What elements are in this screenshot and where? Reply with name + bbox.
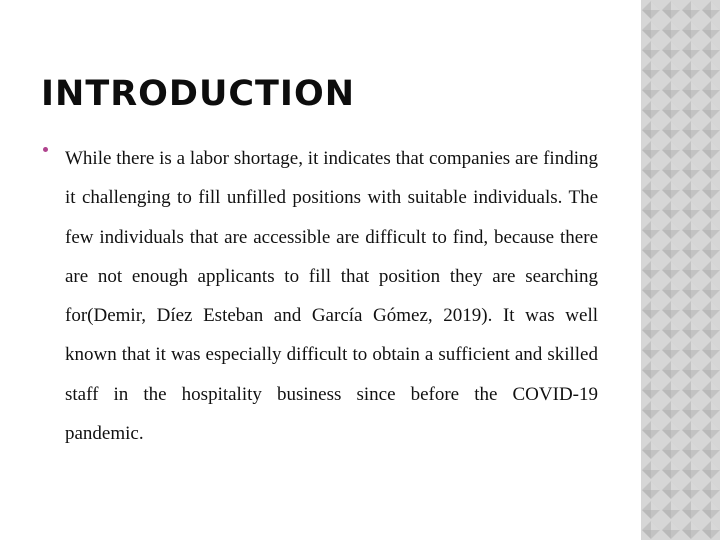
diamond-pattern-icon bbox=[641, 0, 720, 540]
slide-title: INTRODUCTION bbox=[41, 74, 355, 114]
bullet-list bbox=[42, 143, 598, 453]
bullet-text: While there is a labor shortage, it indicates that companies are finding it challenging to fill unfilled positions with suitable individuals. The few individuals that are accessible are difficult to find, because there are not enough applicants to fill that position they are searching for(Demir, Díez Esteban and García Gómez, 2019). It was well known that it was especially difficult to obtain a sufficient and skilled staff in the hospitality business since before the COVID-19 pandemic. bbox=[65, 148, 598, 445]
pattern-fill bbox=[641, 0, 720, 540]
bullet-item bbox=[42, 139, 598, 453]
bullet-dot-icon bbox=[43, 147, 48, 152]
decorative-side-panel bbox=[641, 0, 720, 540]
